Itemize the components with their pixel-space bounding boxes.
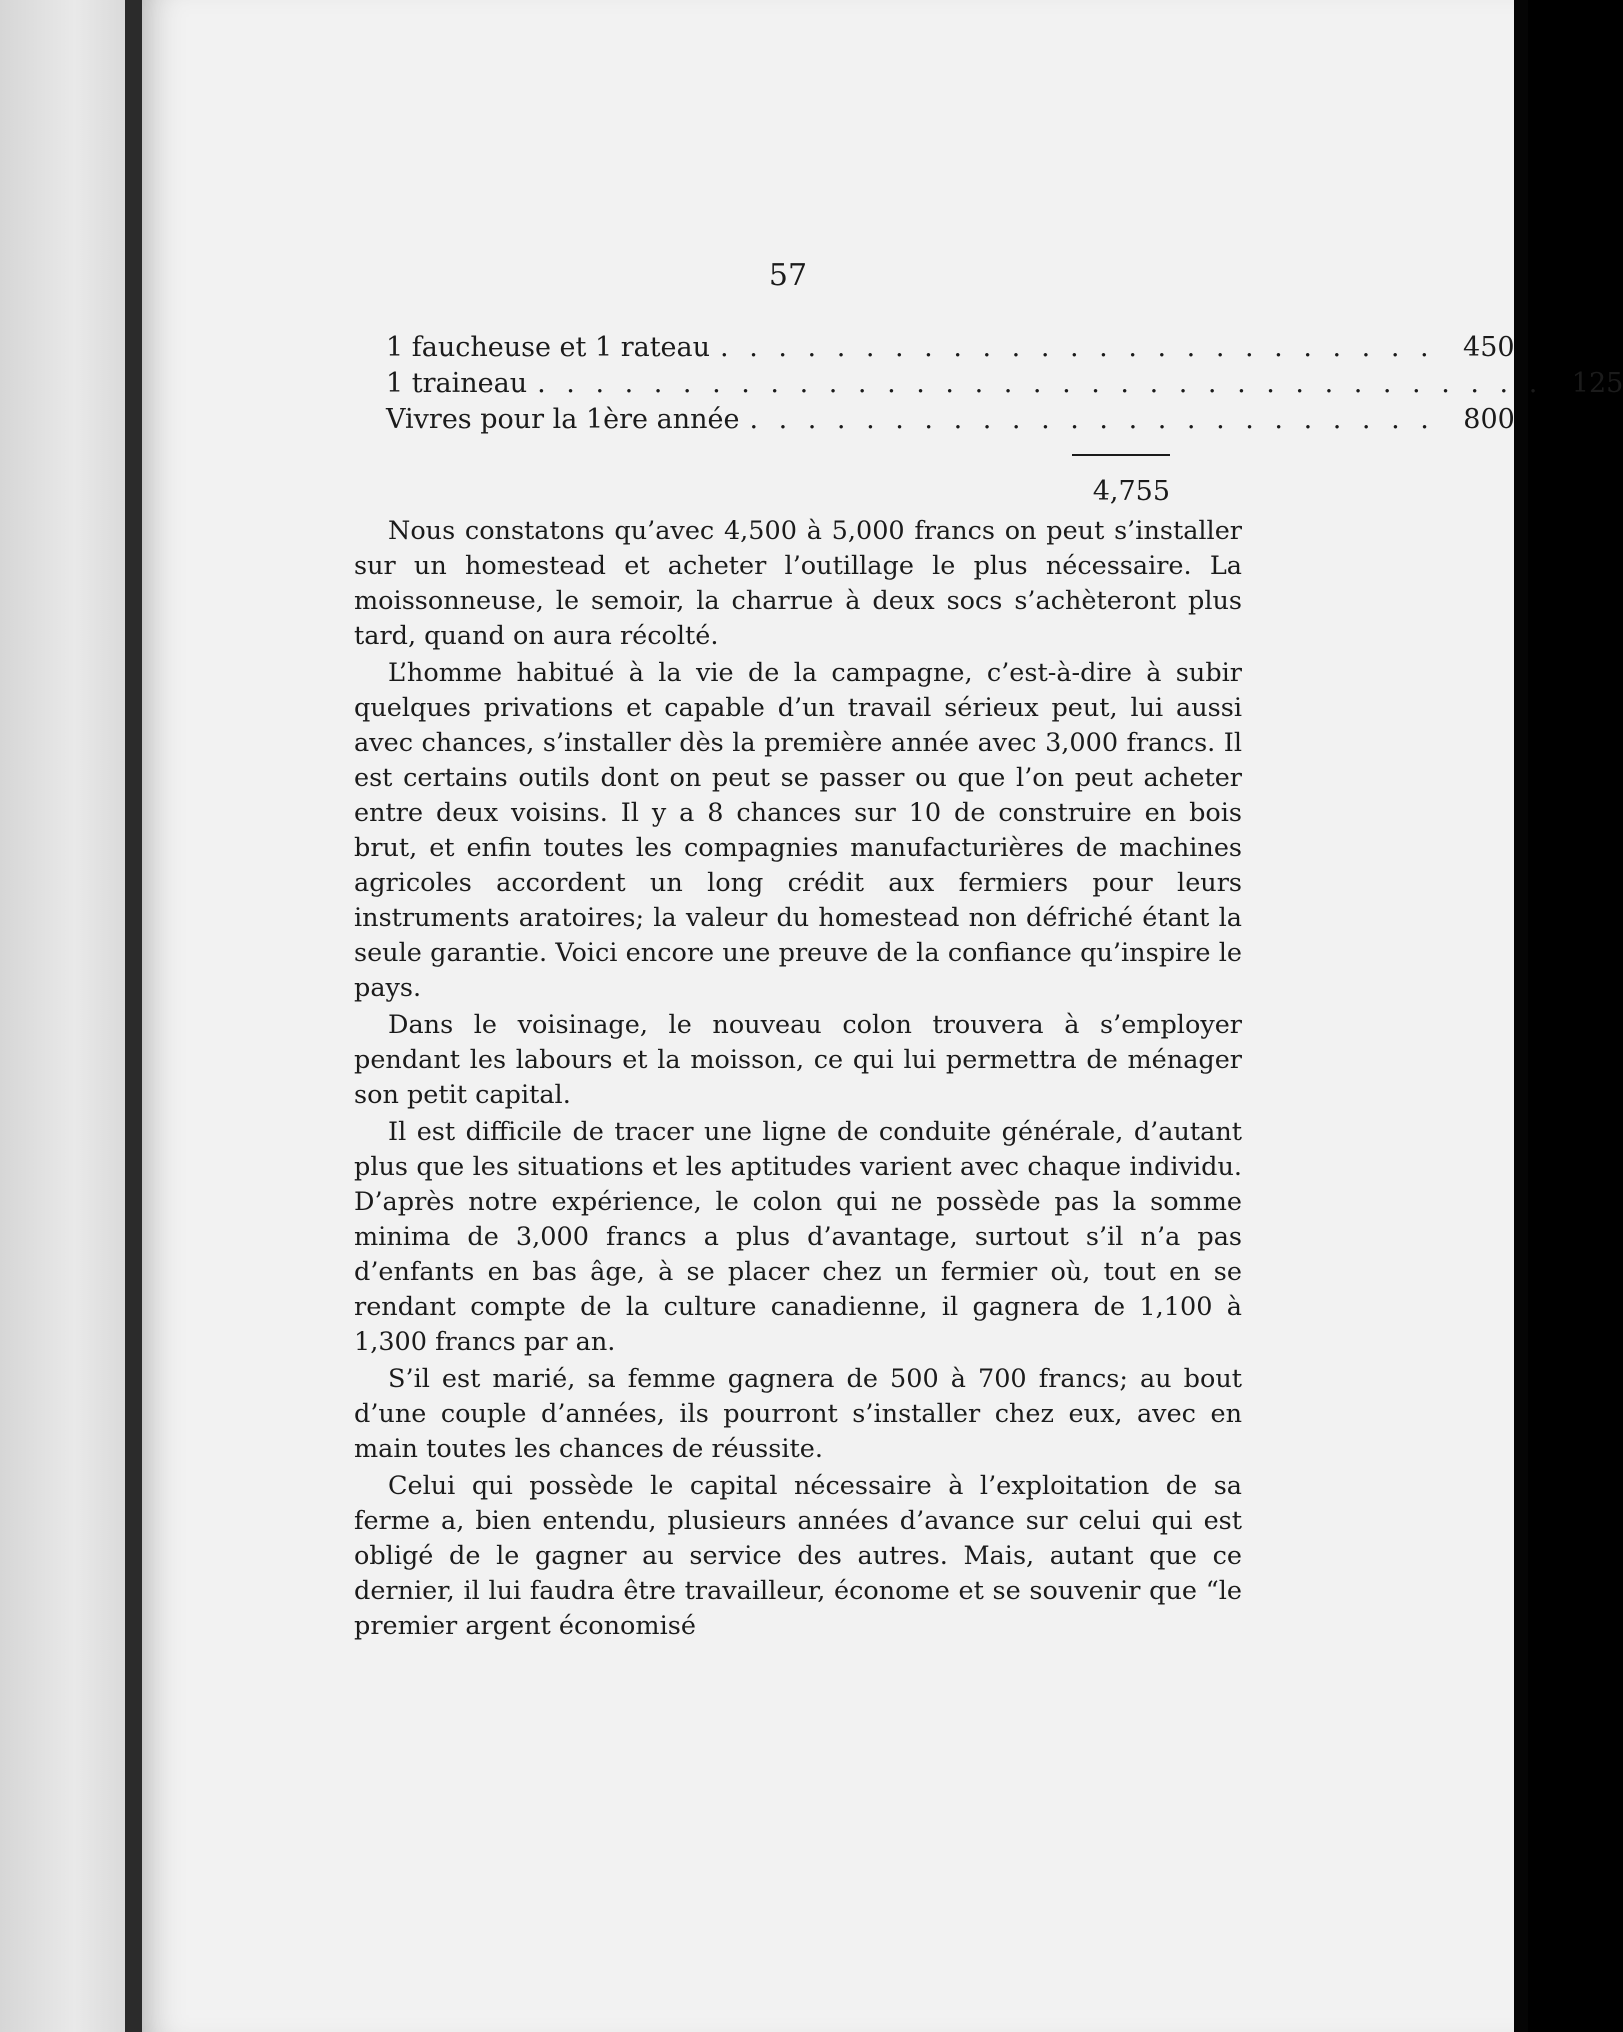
ledger-leader-dots: . . . . . . . . . . . . . . . . . . . . . . . . .	[720, 332, 1435, 363]
ledger-label: Vivres pour la 1ère année	[386, 404, 740, 435]
scan-border	[1514, 0, 1528, 2032]
paragraph: S’il est marié, sa femme gagnera de 500 à 700 francs; au bout d’une couple d’années, ils pourront s’installer chez eux, avec en main toutes les chances de réussite.	[354, 1364, 1242, 1464]
page-number: 57	[768, 258, 808, 293]
ledger-row	[386, 330, 1515, 366]
ledger-amount: 125	[1571, 368, 1623, 399]
ledger-row	[386, 366, 1623, 402]
ledger-leader-dots: . . . . . . . . . . . . . . . . . . . . . . . .	[749, 404, 1435, 435]
ledger-amount: 450	[1463, 332, 1515, 363]
body-text	[354, 514, 1242, 1646]
book-spine-shadow	[125, 0, 142, 2032]
paragraph: L’homme habitué à la vie de la campagne, c’est-à-dire à subir quelques privations et capable d’un travail sérieux peut, lui aussi avec chances, s’installer dès la première année avec 3,000 francs. Il est certains outils dont on peut se passer ou que l’on peut acheter entre deux voisins. Il y a 8 chances sur 10 de construire en bois brut, et enfin toutes les compagnies manufacturières de machines agricoles accordent un long crédit aux fermiers pour leurs instruments aratoires; la valeur du homestead non défriché étant la seule garantie. Voici encore une preuve de la confiance qu’inspire le pays.	[354, 658, 1242, 1003]
expense-ledger	[386, 330, 1623, 438]
ledger-label: 1 traineau	[386, 368, 528, 399]
total-rule	[1072, 454, 1170, 456]
paragraph: Celui qui possède le capital nécessaire à l’exploitation de sa ferme a, bien entendu, plusieurs années d’avance sur celui qui est obligé de le gagner au service des autres. Mais, autant que ce dernier, il lui faudra être travailleur, économe et se souvenir que “le premier argent économisé	[354, 1471, 1242, 1641]
facing-page-edge	[0, 0, 125, 2032]
ledger-label: 1 faucheuse et 1 rateau	[386, 332, 711, 363]
ledger-amount: 800	[1463, 404, 1515, 435]
ledger-row	[386, 402, 1515, 438]
paragraph: Dans le voisinage, le nouveau colon trouvera à s’employer pendant les labours et la moisson, ce qui lui permettra de ménager son petit capital.	[354, 1010, 1242, 1110]
paragraph: Il est difficile de tracer une ligne de conduite générale, d’autant plus que les situations et les aptitudes varient avec chaque individu. D’après notre expérience, le colon qui ne possède pas la somme minima de 3,000 francs a plus d’avantage, surtout s’il n’a pas d’enfants en bas âge, à se placer chez un fermier où, tout en se rendant compte de la culture canadienne, il gagnera de 1,100 à 1,300 francs par an.	[354, 1117, 1242, 1357]
ledger-leader-dots: . . . . . . . . . . . . . . . . . . . . . . . . . . . . . . . . . . .	[537, 368, 1544, 399]
paragraph: Nous constatons qu’avec 4,500 à 5,000 francs on peut s’installer sur un homestead et acheter l’outillage le plus nécessaire. La moissonneuse, le semoir, la charrue à deux socs s’achèteront plus tard, quand on aura récolté.	[354, 516, 1242, 651]
ledger-total: 4,755	[1092, 476, 1170, 507]
